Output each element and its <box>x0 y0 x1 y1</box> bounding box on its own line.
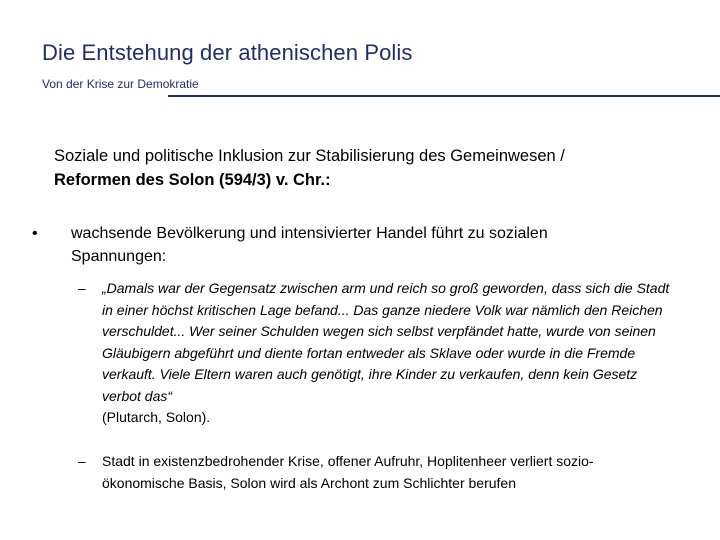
bullet-text: wachsende Bevölkerung und intensivierter Handel führt zu sozialen Spannungen: <box>71 225 548 265</box>
title-divider-left <box>168 95 444 97</box>
quote-text: „Damals war der Gegensatz zwischen arm und reich so groß geworden, dass sich die Stadt in einer höchst kritischen Lage befand... Das ganze niedere Volk war nämlich den Reichen verschuldet... Wer seiner Schulden wegen sich selbst verpfändet hatte, wurde von seinen Gläubigern abgeführt und diente fortan entweder als Sklave oder wurde in die Fremde verkauft. Viele Eltern waren auch genötigt, ihre Kinder zu verkaufen, denn kein Gesetz verbot das“ <box>102 280 670 404</box>
title-divider <box>168 95 720 99</box>
quote-block <box>102 278 672 429</box>
crisis-text: Stadt in existenzbedrohender Krise, offener Aufruhr, Hoplitenheer verliert sozio-ökonomische Basis, Solon wird als Archont zum Schlichter berufen <box>102 453 594 491</box>
section-heading <box>54 144 674 192</box>
slide-subtitle: Von der Krise zur Demokratie <box>42 77 199 91</box>
section-heading-line1: Soziale und politische Inklusion zur Stabilisierung des Gemeinwesen / <box>54 147 565 165</box>
section-heading-line2: Reformen des Solon (594/3) v. Chr.: <box>54 171 331 189</box>
sub-item-marker: – <box>78 453 86 469</box>
sub-item-marker: – <box>78 280 86 296</box>
quote-citation: (Plutarch, Solon). <box>102 409 211 425</box>
slide-title: Die Entstehung der athenischen Polis <box>42 40 413 65</box>
bullet-marker: • <box>32 225 38 242</box>
title-divider-right <box>444 95 720 97</box>
